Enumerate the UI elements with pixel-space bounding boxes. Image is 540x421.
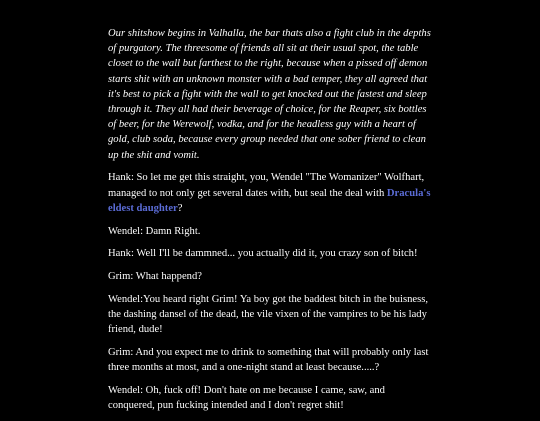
dialogue-line-grim-2: Grim: And you expect me to drink to something that will probably only last three months at most, and a one-night stand at least because.....? [108,347,429,374]
dialogue-text-end: ? [177,202,183,214]
dialogue-line-wendel-2: Wendel:You heard right Grim! Ya boy got the baddest bitch in the buisness, the dashing dansel of the dead, the vile vixen of the vampires to be his lady friend, dude! [108,294,428,336]
story-body [108,26,432,421]
dialogue-line-grim-1: Grim: What happend? [108,271,202,283]
intro-paragraph: Our shitshow begins in Valhalla, the bar thats also a fight club in the depths of purgatory. The threesome of friends all sit at their usual spot, the table closet to the wall but farthest to the right, because when a pissed off demon starts shit with an unknown monster with a bad temper, they all agreed that it's best to pick a fight with the wall to get knocked out the fastest and sleep through it. They all had their beverage of choice, for the Reaper, six bottles of beer, for the Werewolf, vodka, and for the headless guy with a heart of gold, club soda, because every group needed that one sober friend to clean up the shit and vomit. [108,28,431,161]
draculas-daughter-link[interactable]: Dracula's eldest daughter [108,187,431,214]
dialogue-line-wendel-3: Wendel: Oh, fuck off! Don't hate on me because I came, saw, and conquered, pun fucking intended and I don't regret shit! [108,385,385,412]
dialogue-line-wendel-1: Wendel: Damn Right. [108,225,201,237]
dialogue-line-hank-2: Hank: Well I'll be dammned... you actually did it, you crazy son of bitch! [108,248,418,260]
dialogue-line-hank-1 [108,170,432,216]
dialogue-text: Hank: So let me get this straight, you, Wendel "The Womanizer" Wolfhart, managed to not only get several dates with, but seal the deal with [108,172,425,199]
